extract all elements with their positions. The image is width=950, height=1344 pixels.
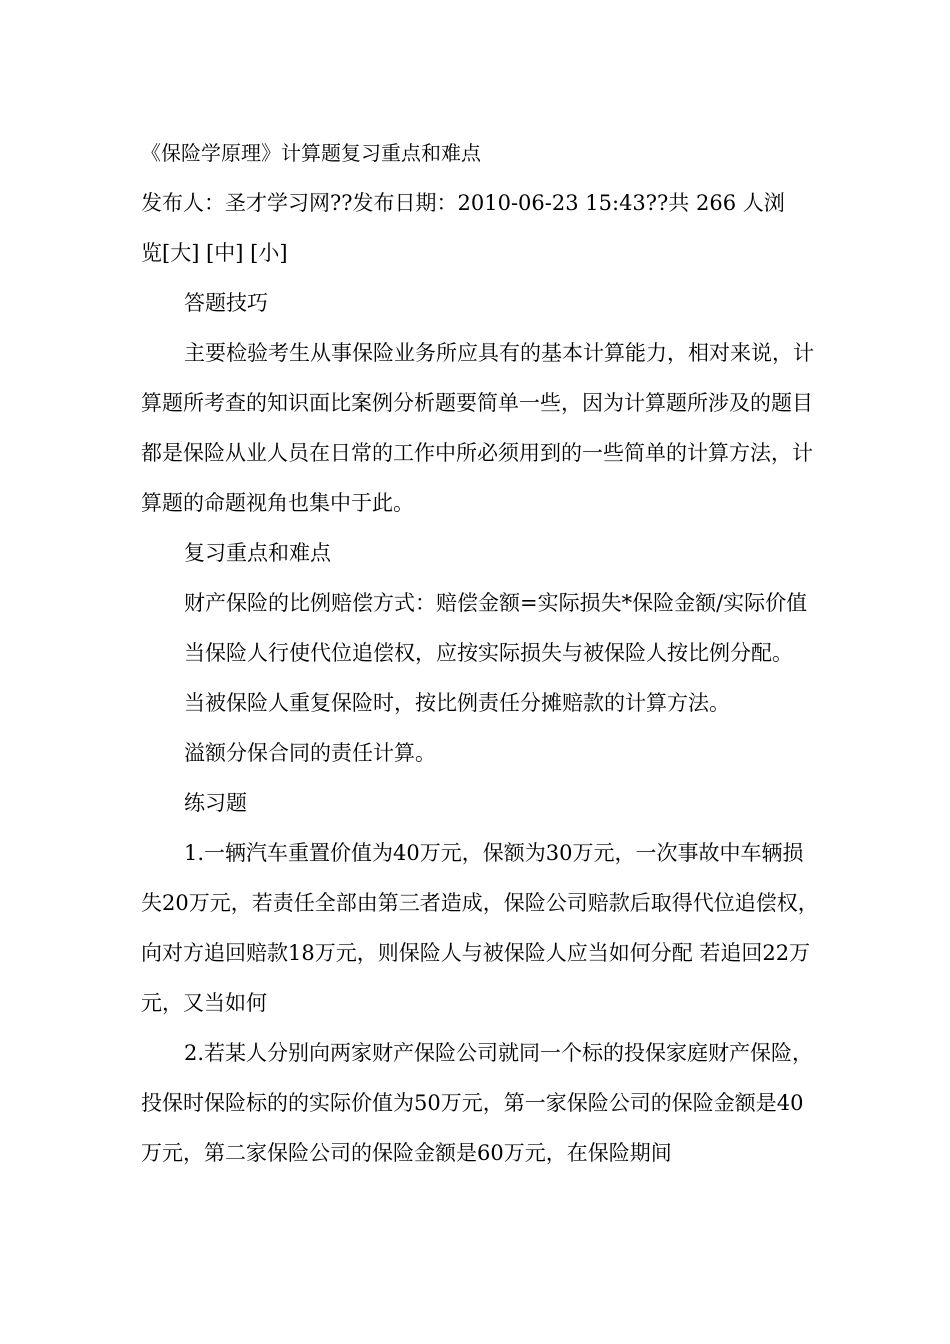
paragraph-subrogation: 当保险人行使代位追偿权，应按实际损失与被保险人按比例分配。 — [184, 641, 793, 665]
font-size-options-line: 览[大] [中] [小] — [141, 241, 288, 265]
section-heading-exercises: 练习题 — [184, 791, 247, 815]
paragraph-surplus-reinsurance: 溢额分保合同的责任计算。 — [184, 741, 436, 765]
paragraph-proportional-compensation: 财产保险的比例赔偿方式：赔偿金额=实际损失*保险金额/实际价值 — [184, 591, 808, 615]
exercise-1: 1.一辆汽车重置价值为40万元，保额为30万元，一次事故中车辆损失20万元，若责任全部由第三者造成，保险公司赔款后取得代位追偿权，向对方追回赔款18万元，则保险人与被保险人应当如何分配 若追回22万元，又当如何 — [141, 841, 819, 1015]
exercise-2: 2.若某人分别向两家财产保险公司就同一个标的投保家庭财产保险，投保时保险标的的实际价值为50万元，第一家保险公司的保险金额是40万元，第二家保险公司的保险金额是60万元，在保险期间 — [141, 1041, 814, 1165]
paragraph-double-insurance: 当被保险人重复保险时，按比例责任分摊赔款的计算方法。 — [184, 691, 730, 715]
document-title: 《保险学原理》计算题复习重点和难点 — [141, 141, 481, 165]
paragraph-tips-body: 主要检验考生从事保险业务所应具有的基本计算能力，相对来说，计算题所考查的知识面比案例分析题要简单一些，因为计算题所涉及的题目都是保险从业人员在日常的工作中所必须用到的一些简单的计算方法，计算题的命题视角也集中于此。 — [141, 341, 814, 515]
publish-meta-line: 发布人：圣才学习网??发布日期：2010-06-23 15:43??共 266 人浏 — [141, 191, 785, 215]
document-body — [141, 128, 821, 1178]
section-heading-tips: 答题技巧 — [184, 291, 268, 315]
section-heading-key-points: 复习重点和难点 — [184, 541, 331, 565]
